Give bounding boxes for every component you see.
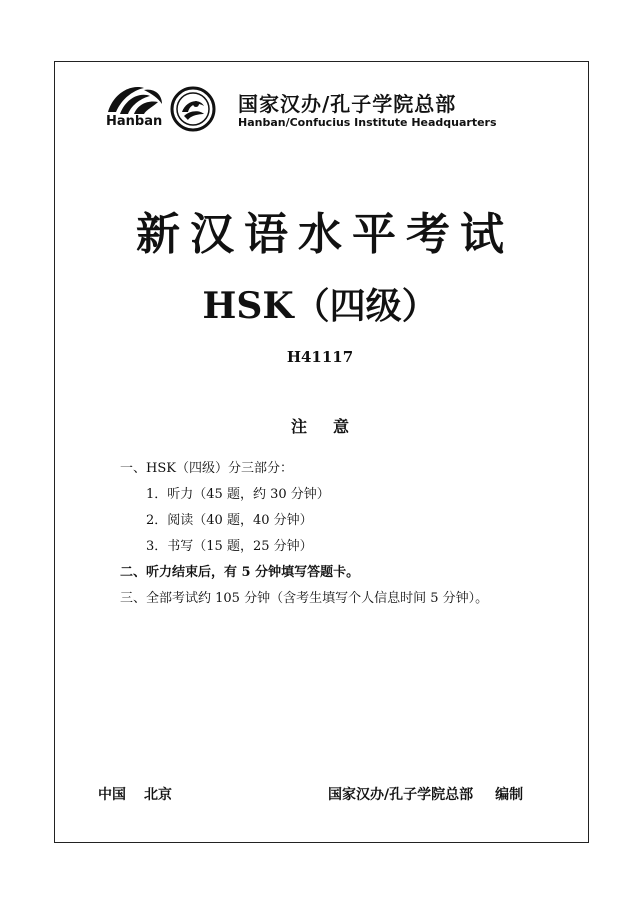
exam-title: 新汉语水平考试 xyxy=(136,209,514,260)
hanban-swoosh-icon xyxy=(104,82,166,118)
footer-publisher xyxy=(328,784,523,804)
notice-item: 二、听力结束后，有 5 分钟填写答题卡。 xyxy=(120,565,360,580)
notice-list xyxy=(120,456,488,612)
exam-level: HSK（四级） xyxy=(202,285,438,327)
notice-heading: 注意 xyxy=(290,417,375,436)
hanban-logo xyxy=(104,82,166,134)
hanban-wordmark: Hanban xyxy=(106,114,163,129)
page-frame xyxy=(54,61,589,843)
footer-location xyxy=(98,784,172,804)
footer-city: 北京 xyxy=(144,787,172,803)
footer-publisher-name: 国家汉办/孔子学院总部 xyxy=(328,787,474,803)
org-name-english: Hanban/Confucius Institute Headquarters xyxy=(238,116,497,129)
footer-country: 中国 xyxy=(98,787,126,803)
notice-subitem: 1．听力（45 题，约 30 分钟） xyxy=(146,487,330,502)
header xyxy=(104,82,524,142)
notice-item: 三、全部考试约 105 分钟（含考生填写个人信息时间 5 分钟）。 xyxy=(120,591,489,606)
notice-subitem: 2．阅读（40 题，40 分钟） xyxy=(146,513,313,528)
exam-code: H41117 xyxy=(286,348,354,366)
org-name-chinese: 国家汉办/孔子学院总部 xyxy=(238,92,457,116)
notice-subitem: 3．书写（15 题，25 分钟） xyxy=(146,539,313,554)
notice-item: 一、HSK（四级）分三部分： xyxy=(120,461,293,476)
footer-role: 编制 xyxy=(495,787,524,803)
confucius-institute-logo-icon xyxy=(170,86,216,132)
